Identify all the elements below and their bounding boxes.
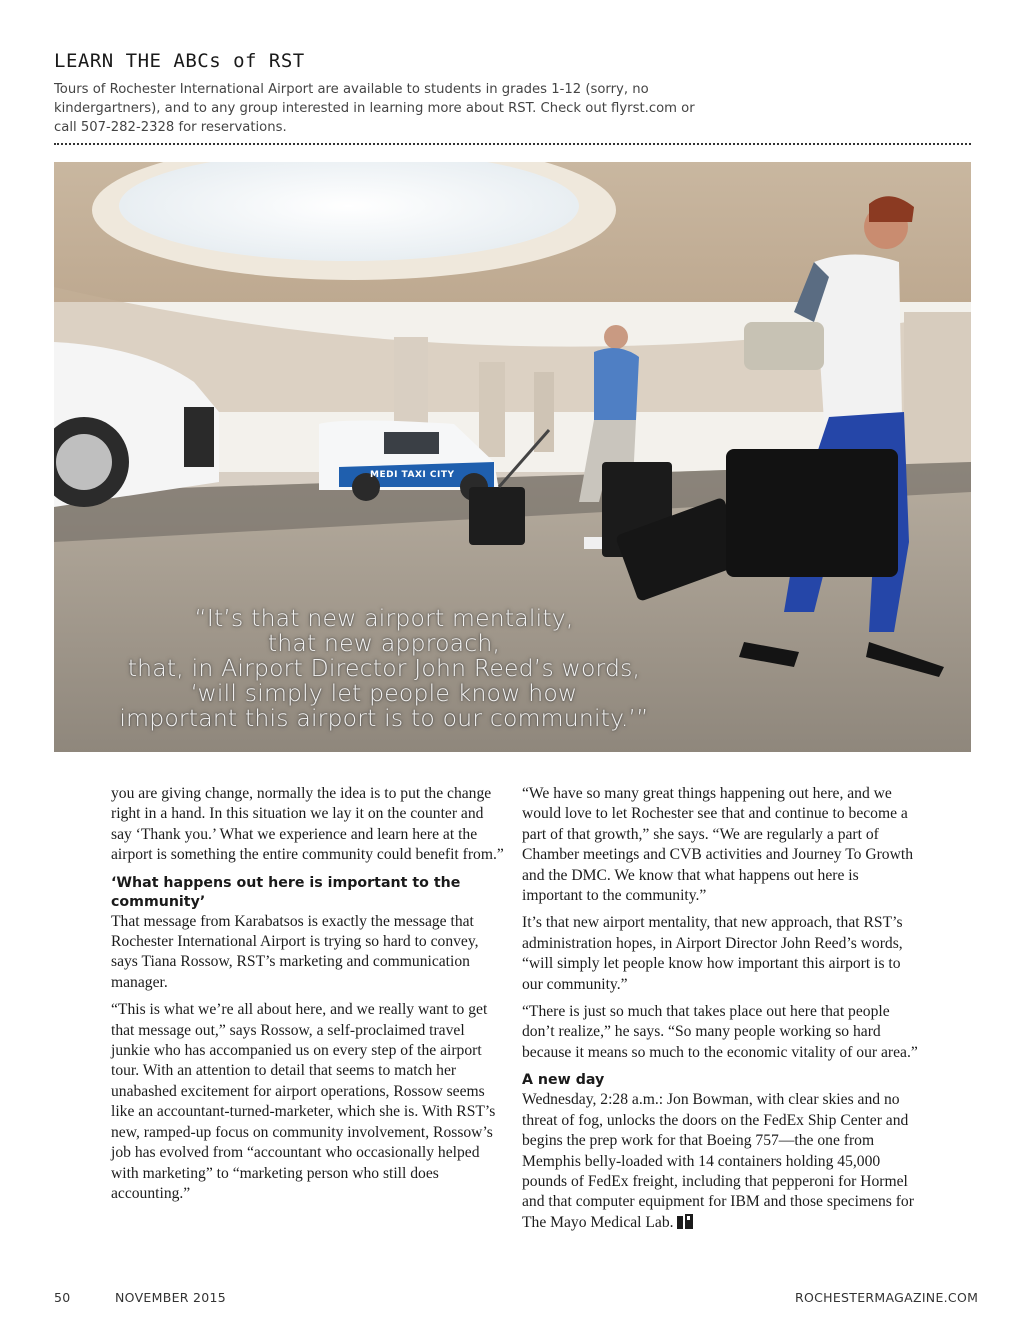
pull-quote-line: ‘will simply let people know how <box>190 679 578 707</box>
section-heading: A new day <box>522 1072 605 1089</box>
website: ROCHESTERMAGAZINE.COM <box>795 1290 979 1305</box>
article-column-left <box>111 784 505 1211</box>
end-mark-icon <box>677 1214 693 1229</box>
airport-photo <box>54 162 971 752</box>
pull-quote <box>74 606 694 731</box>
pull-quote-line: that, in Airport Director John Reed’s words, <box>127 654 641 682</box>
body-paragraph: That message from Karabatsos is exactly the message that Rochester International Airport is trying so hard to convey, says Tiana Rossow, RST’s marketing and communication manager. <box>111 912 479 991</box>
body-paragraph: you are giving change, normally the idea is to put the change right in a hand. In this situation we lay it on the counter and say ‘Thank you.’ What we experience and learn here at the airport is something the entire community could benefit from.” <box>111 785 504 864</box>
body-paragraph: It’s that new airport mentality, that new approach, that RST’s administration hopes, in Airport Director John Reed’s words, “will simply let people know how important this airport is to our community.” <box>522 914 903 993</box>
taxi-sign: MEDI TAXI CITY <box>370 470 455 480</box>
sidebar-title: LEARN THE ABCs of RST <box>54 50 305 72</box>
article-column-right <box>522 784 922 1240</box>
issue-date: NOVEMBER 2015 <box>115 1290 227 1305</box>
page-number: 50 <box>54 1290 71 1305</box>
body-paragraph: “There is just so much that takes place out here that people don’t realize,” he says. “So many people working so hard because it means so much to the economic vitality of our area.” <box>522 1003 918 1061</box>
section-heading: ‘What happens out here is important to the community’ <box>111 874 461 910</box>
body-paragraph <box>522 1090 922 1233</box>
body-paragraph: “We have so many great things happening out here, and we would love to let Rochester see that and continue to become a part of that growth,” she says. “We are regularly a part of Chamber meetings and CVB activities and Journey To Growth and the DMC. We know that what happens out here is important to the community.” <box>522 785 913 905</box>
pull-quote-line: “It’s that new airport mentality, <box>194 604 574 632</box>
body-paragraph: “This is what we’re all about here, and we really want to get that message out,” says Rossow, a self-proclaimed travel junkie who has accompanied us on every step of the airport tour. With an attention to detail that seems to match her unabashed excitement for airport operations, Rossow seems like an accountant-turned-marketer, which she is. With RST’s new, ramped-up focus on community involvement, Rossow’s job has evolved from “accountant who occasionally helped with marketing” to “marketing person who still does accounting.” <box>111 1001 496 1202</box>
sidebar-text: Tours of Rochester International Airport are available to students in grades 1-12 (sorry, no kindergartners), and to any group interested in learning more about RST. Check out flyrst.com or call 507-282-2328 for reservations. <box>54 82 695 135</box>
dotted-divider <box>54 143 971 145</box>
final-paragraph-text: Wednesday, 2:28 a.m.: Jon Bowman, with clear skies and no threat of fog, unlocks the doors on the FedEx Ship Center and begins the prep work for that Boeing 757—the one from Memphis belly-loaded with 14 containers holding 45,000 pounds of FedEx freight, including that pepperoni for Hormel and that computer equipment for IBM and those specimens for The Mayo Medical Lab. <box>522 1091 914 1231</box>
pull-quote-line: that new approach, <box>267 629 501 657</box>
pull-quote-line: important this airport is to our community.’” <box>119 704 649 732</box>
